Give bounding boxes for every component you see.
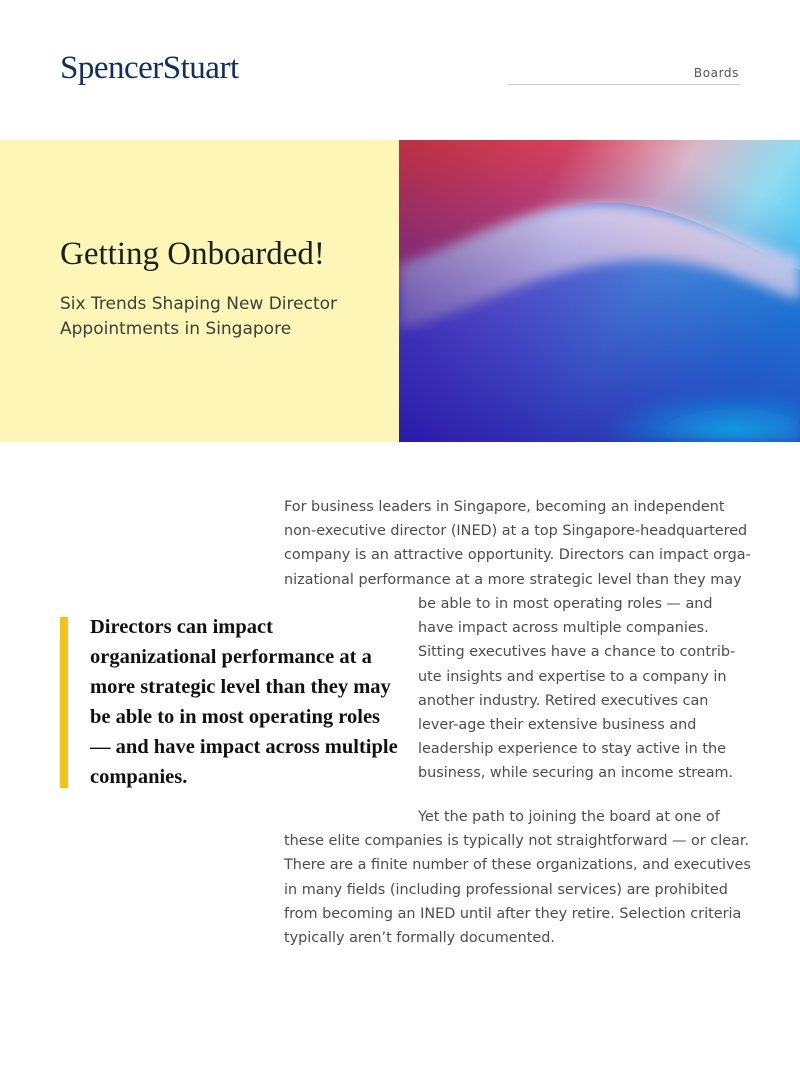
second-paragraph-lead: Yet the path to joining the board at one of: [418, 809, 720, 825]
second-paragraph: [284, 805, 754, 950]
pull-quote-accent-bar: [60, 617, 68, 788]
second-paragraph-rest: these elite companies is typically not straightforward — or clear. There are a finite number of these organizations, and executives in many fields (including professional services) are prohibited from becoming an INED until after they retire. Selection criteria typically aren’t formally documented.: [284, 833, 751, 947]
header-divider: [508, 84, 740, 85]
spencer-stuart-logo: SpencerStuart: [60, 50, 239, 86]
intro-paragraph: For business leaders in Singapore, becoming an independent non-executive director (INED) at a top Singapore-headquartered company is an attractive opportunity. Directors can impact orga-nizational performance at a more strategic level than they may: [284, 499, 751, 588]
hero-gradient-artwork: [399, 140, 800, 442]
section-label: Boards: [693, 66, 739, 80]
page-title: Getting Onboarded!: [60, 236, 325, 272]
intro-paragraph-continued: be able to in most operating roles — and have impact across multiple companies. Sitting executives have a chance to contrib-ute insights and expertise to a company in another industry. Retired executives can lever-age their extensive business and leadership experience to stay active in the business, while securing an income stream.: [418, 596, 736, 782]
hero-panel: [0, 140, 399, 442]
page-subtitle: Six Trends Shaping New Director Appointments in Singapore: [60, 294, 338, 339]
pull-quote: Directors can impact organizational performance at a more strategic level than they may be able to in most operating roles — and have impact across multiple companies.: [90, 616, 398, 788]
